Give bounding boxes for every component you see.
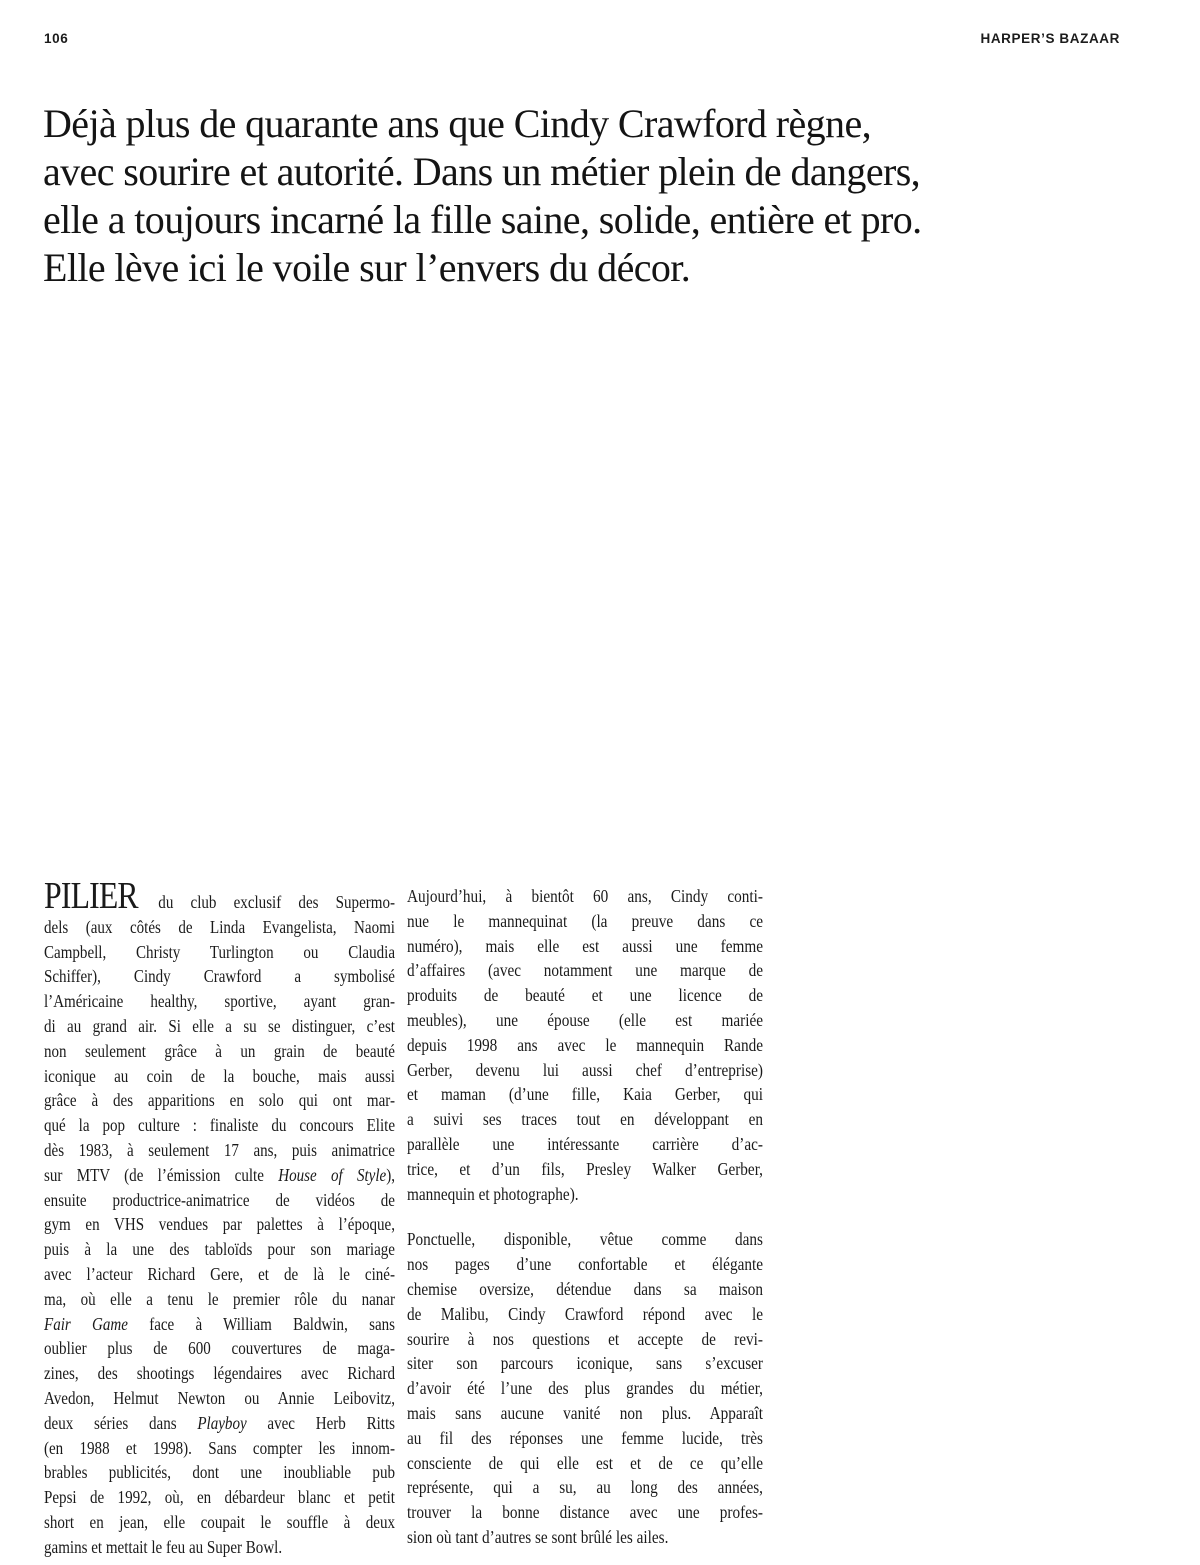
body-line (407, 1500, 763, 1525)
text-segment: nos pages d’une confortable et élégante (407, 1254, 763, 1275)
text-segment: Pepsi de 1992, où, en débardeur blanc et petit (44, 1487, 395, 1508)
body-line (44, 1510, 395, 1535)
body-line (407, 1401, 763, 1426)
paragraph (44, 875, 396, 1560)
italic-text: Playboy (197, 1412, 247, 1433)
italic-text: Fair Game (44, 1313, 128, 1334)
text-segment: non seulement grâce à un grain de beauté (44, 1040, 395, 1061)
text-segment: Gerber, devenu lui aussi chef d’entreprise) (407, 1059, 763, 1080)
body-column-left (44, 875, 396, 1560)
body-line (407, 1008, 763, 1033)
text-segment: trouver la bonne distance avec une profes- (407, 1502, 763, 1523)
body-line (407, 1525, 763, 1550)
body-line (44, 1138, 395, 1163)
body-line (44, 1411, 395, 1436)
body-line (407, 983, 763, 1008)
headline-line: elle a toujours incarné la fille saine, solide, entière et pro. (43, 197, 922, 242)
text-segment: du club exclusif des Supermo- (158, 892, 395, 912)
text-segment: produits de beauté et une licence de (407, 985, 763, 1006)
text-segment: avec l’acteur Richard Gere, et de là le ciné- (44, 1263, 395, 1284)
body-line (44, 1163, 395, 1188)
text-segment: parallèle une intéressante carrière d’ac- (407, 1133, 763, 1154)
body-line (407, 1082, 763, 1107)
body-line (44, 1287, 395, 1312)
body-line (407, 909, 763, 934)
magazine-title: HARPER’S BAZAAR (980, 31, 1120, 46)
text-segment: di au grand air. Si elle a su se distinguer, c’est (44, 1015, 395, 1036)
body-line (407, 1376, 763, 1401)
text-segment: d’avoir été l’une des plus grandes du métier, (407, 1378, 763, 1399)
column-text-layer (44, 875, 396, 1560)
text-segment: grâce à des apparitions en solo qui ont mar- (44, 1090, 395, 1111)
body-line (44, 1039, 395, 1064)
text-segment: représente, qui a su, au long des années, (407, 1477, 763, 1498)
text-segment: ma, où elle a tenu le premier rôle du nanar (44, 1288, 395, 1309)
text-segment: dels (aux côtés de Linda Evangelista, Naomi (44, 916, 395, 937)
body-line (44, 1460, 395, 1485)
body-line (44, 1262, 395, 1287)
body-line (407, 1426, 763, 1451)
body-line (407, 1252, 763, 1277)
body-line (407, 958, 763, 983)
body-line (407, 1058, 763, 1083)
text-segment: Ponctuelle, disponible, vêtue comme dans (407, 1229, 763, 1250)
text-segment: puis à la une des tabloïds pour son mariage (44, 1239, 395, 1260)
text-segment: dès 1983, à seulement 17 ans, puis animatrice (44, 1139, 395, 1160)
body-line (407, 1327, 763, 1352)
column-text-layer (407, 884, 763, 1550)
body-line (407, 1351, 763, 1376)
body-line (407, 1302, 763, 1327)
text-segment: numéro), mais elle est aussi une femme (407, 935, 763, 956)
text-segment: sourire à nos questions et accepte de revi- (407, 1328, 763, 1349)
body-line (407, 1277, 763, 1302)
body-line (44, 1188, 395, 1213)
text-segment: gamins et mettait le feu au Super Bowl. (44, 1536, 283, 1557)
text-segment: zines, des shootings légendaires avec Richard (44, 1363, 395, 1384)
body-line (44, 964, 395, 989)
body-line (44, 1064, 395, 1089)
text-segment: d’affaires (avec notamment une marque de (407, 960, 763, 981)
body-line (44, 1237, 395, 1262)
text-segment: ensuite productrice-animatrice de vidéos de (44, 1189, 395, 1210)
text-segment: l’Américaine healthy, sportive, ayant gran- (44, 991, 395, 1012)
text-segment: mannequin et photographe). (407, 1183, 579, 1204)
text-segment: face à William Baldwin, sans (127, 1313, 395, 1334)
text-segment: deux séries dans (44, 1412, 198, 1433)
body-line (407, 884, 763, 909)
text-segment: (en 1988 et 1998). Sans compter les innom- (44, 1437, 395, 1458)
headline-line: Elle lève ici le voile sur l’envers du décor. (43, 245, 691, 290)
body-line (407, 1475, 763, 1500)
text-segment: chemise oversize, détendue dans sa maison (407, 1278, 763, 1299)
text-segment: qué la pop culture : finaliste du concours Elite (44, 1115, 395, 1136)
text-segment: meubles), une épouse (elle est mariée (407, 1009, 763, 1030)
text-segment: et maman (d’une fille, Kaia Gerber, qui (407, 1084, 763, 1105)
text-segment: a suivi ses traces tout en développant en (407, 1109, 763, 1130)
body-line (44, 1535, 395, 1560)
body-line (407, 1107, 763, 1132)
body-line (44, 1014, 395, 1039)
headline-line: Déjà plus de quarante ans que Cindy Crawford règne, (43, 101, 872, 146)
body-line (44, 989, 395, 1014)
page-number: 106 (44, 31, 69, 46)
paragraph (407, 884, 763, 1206)
body-line (407, 1451, 763, 1476)
text-segment: iconique au coin de la bouche, mais aussi (44, 1065, 395, 1086)
text-segment: gym en VHS vendues par palettes à l’époque, (44, 1214, 395, 1235)
paragraph (407, 1227, 763, 1549)
text-segment: ), (386, 1164, 395, 1185)
body-line (407, 1132, 763, 1157)
text-segment: Campbell, Christy Turlington ou Claudia (44, 941, 395, 962)
text-segment: short en jean, elle coupait le souffle à deux (44, 1511, 395, 1532)
body-line (407, 1227, 763, 1252)
text-segment: Avedon, Helmut Newton ou Annie Leibovitz, (44, 1387, 395, 1408)
text-segment: trice, et d’un fils, Presley Walker Gerber, (407, 1158, 763, 1179)
text-segment: avec Herb Ritts (246, 1412, 396, 1433)
text-segment: au fil des réponses une femme lucide, très (407, 1427, 763, 1448)
lead-word: PILIER (44, 875, 159, 917)
text-segment: brables publicités, dont une inoubliable pub (44, 1462, 395, 1483)
body-line (44, 1312, 395, 1337)
body-line (407, 1157, 763, 1182)
body-line (44, 1088, 395, 1113)
body-line (44, 1361, 395, 1386)
body-line (44, 915, 395, 940)
body-line (44, 1386, 395, 1411)
text-segment: sion où tant d’autres se sont brûlé les ailes. (407, 1526, 669, 1547)
body-line (44, 875, 395, 917)
body-line (44, 1113, 395, 1138)
body-line (44, 1485, 395, 1510)
body-line (407, 1182, 763, 1207)
headline (43, 100, 922, 292)
italic-text: House of Style (278, 1164, 387, 1185)
text-segment: oublier plus de 600 couvertures de maga- (44, 1338, 395, 1359)
body-line (44, 1212, 395, 1237)
text-segment: siter son parcours iconique, sans s’excuser (407, 1353, 763, 1374)
text-segment: Schiffer), Cindy Crawford a symbolisé (44, 966, 395, 987)
body-line (407, 934, 763, 959)
headline-line: avec sourire et autorité. Dans un métier plein de dangers, (43, 149, 921, 194)
body-column-right (407, 884, 763, 1550)
text-segment: mais sans aucune vanité non plus. Apparaît (407, 1402, 763, 1423)
text-segment: Aujourd’hui, à bientôt 60 ans, Cindy conti- (407, 886, 763, 906)
text-segment: consciente de qui elle est et de ce qu’elle (407, 1452, 763, 1473)
text-segment: depuis 1998 ans avec le mannequin Rande (407, 1034, 763, 1055)
text-segment: sur MTV (de l’émission culte (44, 1164, 279, 1185)
body-line (44, 940, 395, 965)
body-line (44, 1436, 395, 1461)
text-segment: de Malibu, Cindy Crawford répond avec le (407, 1303, 763, 1324)
page-header (44, 31, 1120, 46)
body-line (407, 1033, 763, 1058)
body-line (44, 1336, 395, 1361)
text-segment: nue le mannequinat (la preuve dans ce (407, 910, 763, 931)
